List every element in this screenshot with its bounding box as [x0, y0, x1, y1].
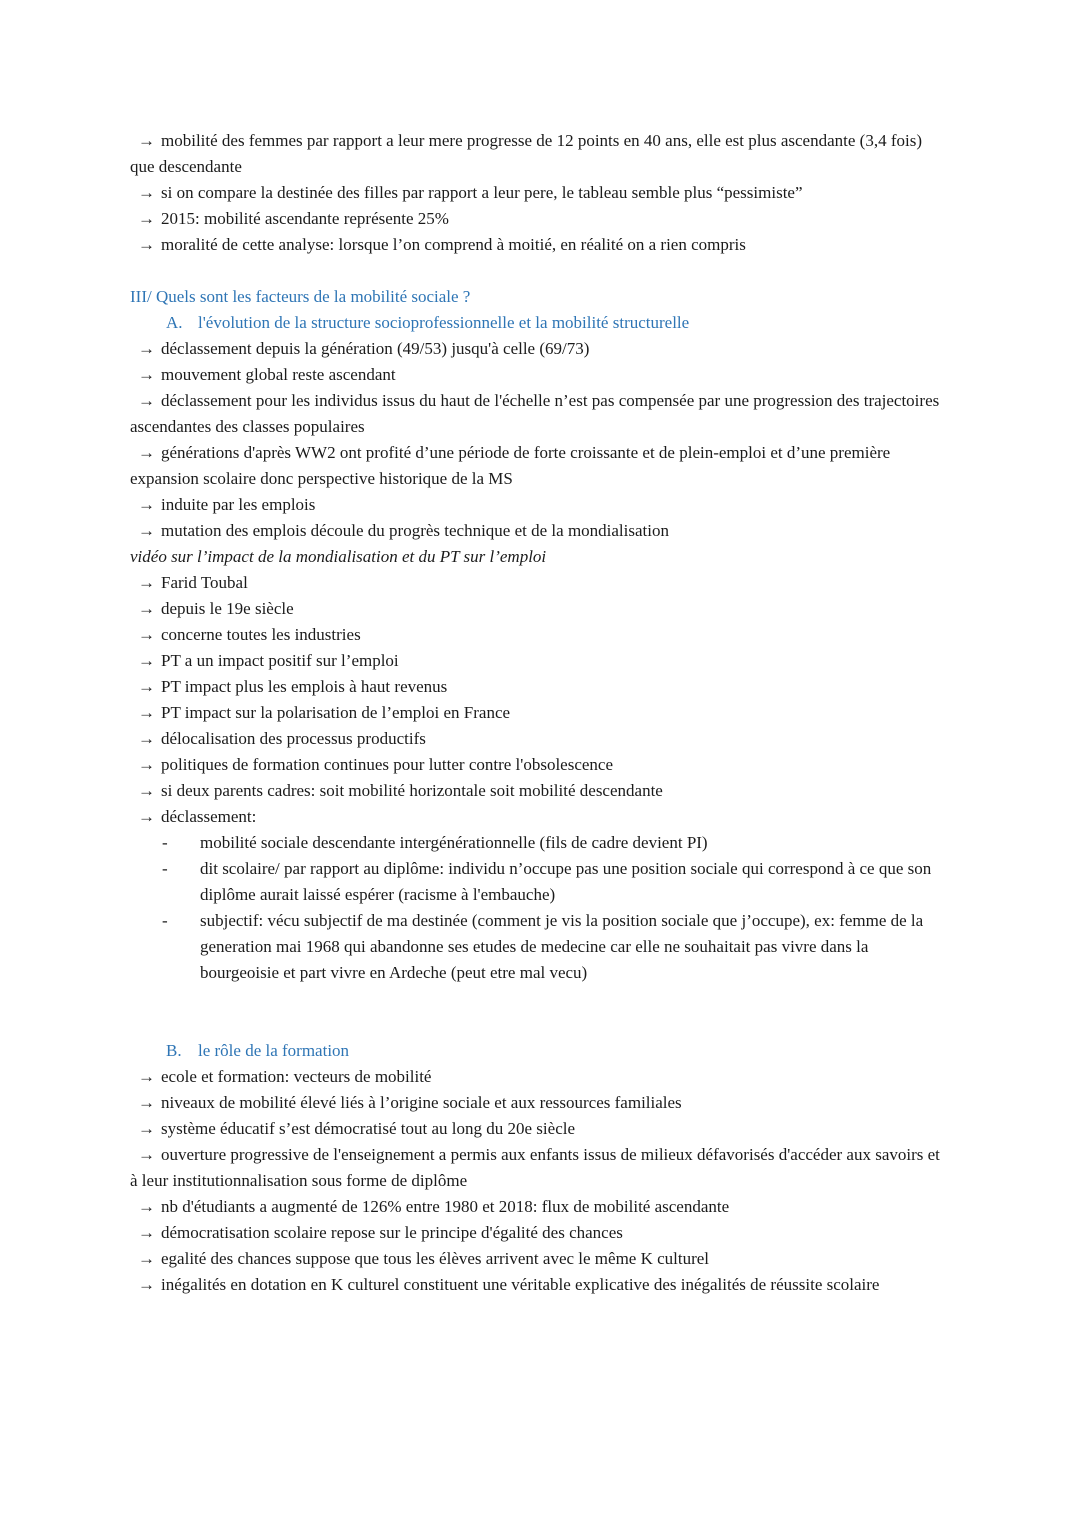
arrow-bullet-icon: → — [138, 781, 155, 800]
bullet-item — [130, 622, 950, 648]
bullet-text: mutation des emplois découle du progrès technique et de la mondialisation — [161, 521, 669, 540]
subsection-heading — [130, 310, 950, 336]
arrow-bullet-icon: → — [138, 729, 155, 748]
bullet-text: mobilité des femmes par rapport a leur mere progresse de 12 points en 40 ans, elle est plus ascendante (3,4 fois) que descendante — [130, 131, 922, 176]
bullet-item — [130, 1194, 950, 1220]
blank-line — [130, 986, 950, 1038]
arrow-bullet-icon: → — [138, 625, 155, 644]
bullet-item — [130, 1272, 950, 1298]
subsection-heading — [130, 1038, 950, 1064]
arrow-bullet-icon: → — [138, 573, 155, 592]
bullet-text: moralité de cette analyse: lorsque l’on comprend à moitié, en réalité on a rien compris — [161, 235, 746, 254]
arrow-bullet-icon: → — [138, 1249, 155, 1268]
arrow-bullet-icon: → — [138, 495, 155, 514]
bullet-item — [130, 1090, 950, 1116]
bullet-item — [130, 492, 950, 518]
bullet-item — [130, 596, 950, 622]
arrow-bullet-icon: → — [138, 1119, 155, 1138]
bullet-text: niveaux de mobilité élevé liés à l’origine sociale et aux ressources familiales — [161, 1093, 682, 1112]
bullet-text: démocratisation scolaire repose sur le principe d'égalité des chances — [161, 1223, 623, 1242]
arrow-bullet-icon: → — [138, 209, 155, 228]
bullet-text: ouverture progressive de l'enseignement a permis aux enfants issus de milieux défavorisés d'accéder aux savoirs et à leur institutionnalisation sous forme de diplôme — [130, 1145, 940, 1190]
bullet-text: inégalités en dotation en K culturel constituent une véritable explicative des inégalités de réussite scolaire — [161, 1275, 880, 1294]
bullet-text: générations d'après WW2 ont profité d’une période de forte croissante et de plein-emploi et d’une première expansion scolaire donc perspective historique de la MS — [130, 443, 891, 488]
dash-bullet-icon: - — [162, 911, 168, 930]
bullet-text: egalité des chances suppose que tous les élèves arrivent avec le même K culturel — [161, 1249, 710, 1268]
italic-note — [130, 544, 950, 570]
bullet-text: délocalisation des processus productifs — [161, 729, 426, 748]
arrow-bullet-icon: → — [138, 443, 155, 462]
bullet-item — [130, 206, 950, 232]
bullet-item — [130, 648, 950, 674]
bullet-item — [130, 180, 950, 206]
bullet-text: déclassement: — [161, 807, 257, 826]
arrow-bullet-icon: → — [138, 599, 155, 618]
bullet-item — [130, 1246, 950, 1272]
bullet-text: si on compare la destinée des filles par rapport a leur pere, le tableau semble plus “pessimiste” — [161, 183, 803, 202]
bullet-item — [130, 232, 950, 258]
bullet-item — [130, 1116, 950, 1142]
bullet-item — [130, 726, 950, 752]
sub-list-item — [130, 856, 950, 908]
bullet-item — [130, 1064, 950, 1090]
bullet-item — [130, 440, 950, 492]
bullet-text: 2015: mobilité ascendante représente 25% — [161, 209, 449, 228]
dash-bullet-icon: - — [162, 859, 168, 878]
subsection-title: l'évolution de la structure socioprofessionnelle et la mobilité structurelle — [198, 313, 690, 332]
bullet-text: système éducatif s’est démocratisé tout au long du 20e siècle — [161, 1119, 576, 1138]
bullet-item — [130, 362, 950, 388]
bullet-text: PT impact plus les emplois à haut revenus — [161, 677, 448, 696]
bullet-item — [130, 674, 950, 700]
bullet-item — [130, 388, 950, 440]
arrow-bullet-icon: → — [138, 235, 155, 254]
bullet-item — [130, 804, 950, 830]
bullet-text: PT a un impact positif sur l’emploi — [161, 651, 399, 670]
bullet-item — [130, 1220, 950, 1246]
sub-item-text: mobilité sociale descendante intergénérationnelle (fils de cadre devient PI) — [200, 833, 708, 852]
arrow-bullet-icon: → — [138, 677, 155, 696]
arrow-bullet-icon: → — [138, 391, 155, 410]
bullet-item — [130, 570, 950, 596]
arrow-bullet-icon: → — [138, 703, 155, 722]
arrow-bullet-icon: → — [138, 521, 155, 540]
sub-list-item — [130, 908, 950, 986]
sub-item-text: subjectif: vécu subjectif de ma destinée (comment je vis la position sociale que j’occupe), ex: femme de la generation mai 1968 qui abandonne ses etudes de medecine car elle ne souhaitait pas vivre dans la bourgeoisie et part vivre en Ardeche (peut etre mal vecu) — [200, 911, 924, 982]
blank-line — [130, 258, 950, 284]
bullet-item — [130, 778, 950, 804]
bullet-item — [130, 752, 950, 778]
bullet-text: induite par les emplois — [161, 495, 316, 514]
bullet-item — [130, 1142, 950, 1194]
bullet-text: depuis le 19e siècle — [161, 599, 294, 618]
arrow-bullet-icon: → — [138, 755, 155, 774]
bullet-item — [130, 128, 950, 180]
bullet-text: politiques de formation continues pour lutter contre l'obsolescence — [161, 755, 614, 774]
section-title: III/ Quels sont les facteurs de la mobilité sociale ? — [130, 287, 471, 306]
arrow-bullet-icon: → — [138, 183, 155, 202]
arrow-bullet-icon: → — [138, 365, 155, 384]
bullet-text: si deux parents cadres: soit mobilité horizontale soit mobilité descendante — [161, 781, 663, 800]
subsection-letter: B. — [166, 1041, 182, 1060]
sub-item-text: dit scolaire/ par rapport au diplôme: individu n’occupe pas une position sociale qui correspond à ce que son diplôme aurait laissé espérer (racisme à l'embauche) — [200, 859, 932, 904]
subsection-title: le rôle de la formation — [198, 1041, 350, 1060]
arrow-bullet-icon: → — [138, 1093, 155, 1112]
bullet-text: déclassement pour les individus issus du haut de l'échelle n’est pas compensée par une progression des trajectoires ascendantes des classes populaires — [130, 391, 940, 436]
arrow-bullet-icon: → — [138, 1197, 155, 1216]
bullet-text: concerne toutes les industries — [161, 625, 361, 644]
bullet-text: déclassement depuis la génération (49/53) jusqu'à celle (69/73) — [161, 339, 590, 358]
arrow-bullet-icon: → — [138, 1067, 155, 1086]
section-heading — [130, 284, 950, 310]
arrow-bullet-icon: → — [138, 651, 155, 670]
bullet-text: nb d'étudiants a augmenté de 126% entre 1980 et 2018: flux de mobilité ascendante — [161, 1197, 730, 1216]
bullet-item — [130, 700, 950, 726]
subsection-letter: A. — [166, 313, 183, 332]
arrow-bullet-icon: → — [138, 1145, 155, 1164]
arrow-bullet-icon: → — [138, 807, 155, 826]
arrow-bullet-icon: → — [138, 1275, 155, 1294]
arrow-bullet-icon: → — [138, 339, 155, 358]
bullet-text: mouvement global reste ascendant — [161, 365, 396, 384]
bullet-text: PT impact sur la polarisation de l’emploi en France — [161, 703, 511, 722]
dash-bullet-icon: - — [162, 833, 168, 852]
arrow-bullet-icon: → — [138, 1223, 155, 1242]
sub-list-item — [130, 830, 950, 856]
note-text: vidéo sur l’impact de la mondialisation et du PT sur l’emploi — [130, 547, 547, 566]
arrow-bullet-icon: → — [138, 131, 155, 150]
bullet-text: Farid Toubal — [161, 573, 248, 592]
bullet-item — [130, 518, 950, 544]
bullet-text: ecole et formation: vecteurs de mobilité — [161, 1067, 432, 1086]
bullet-item — [130, 336, 950, 362]
